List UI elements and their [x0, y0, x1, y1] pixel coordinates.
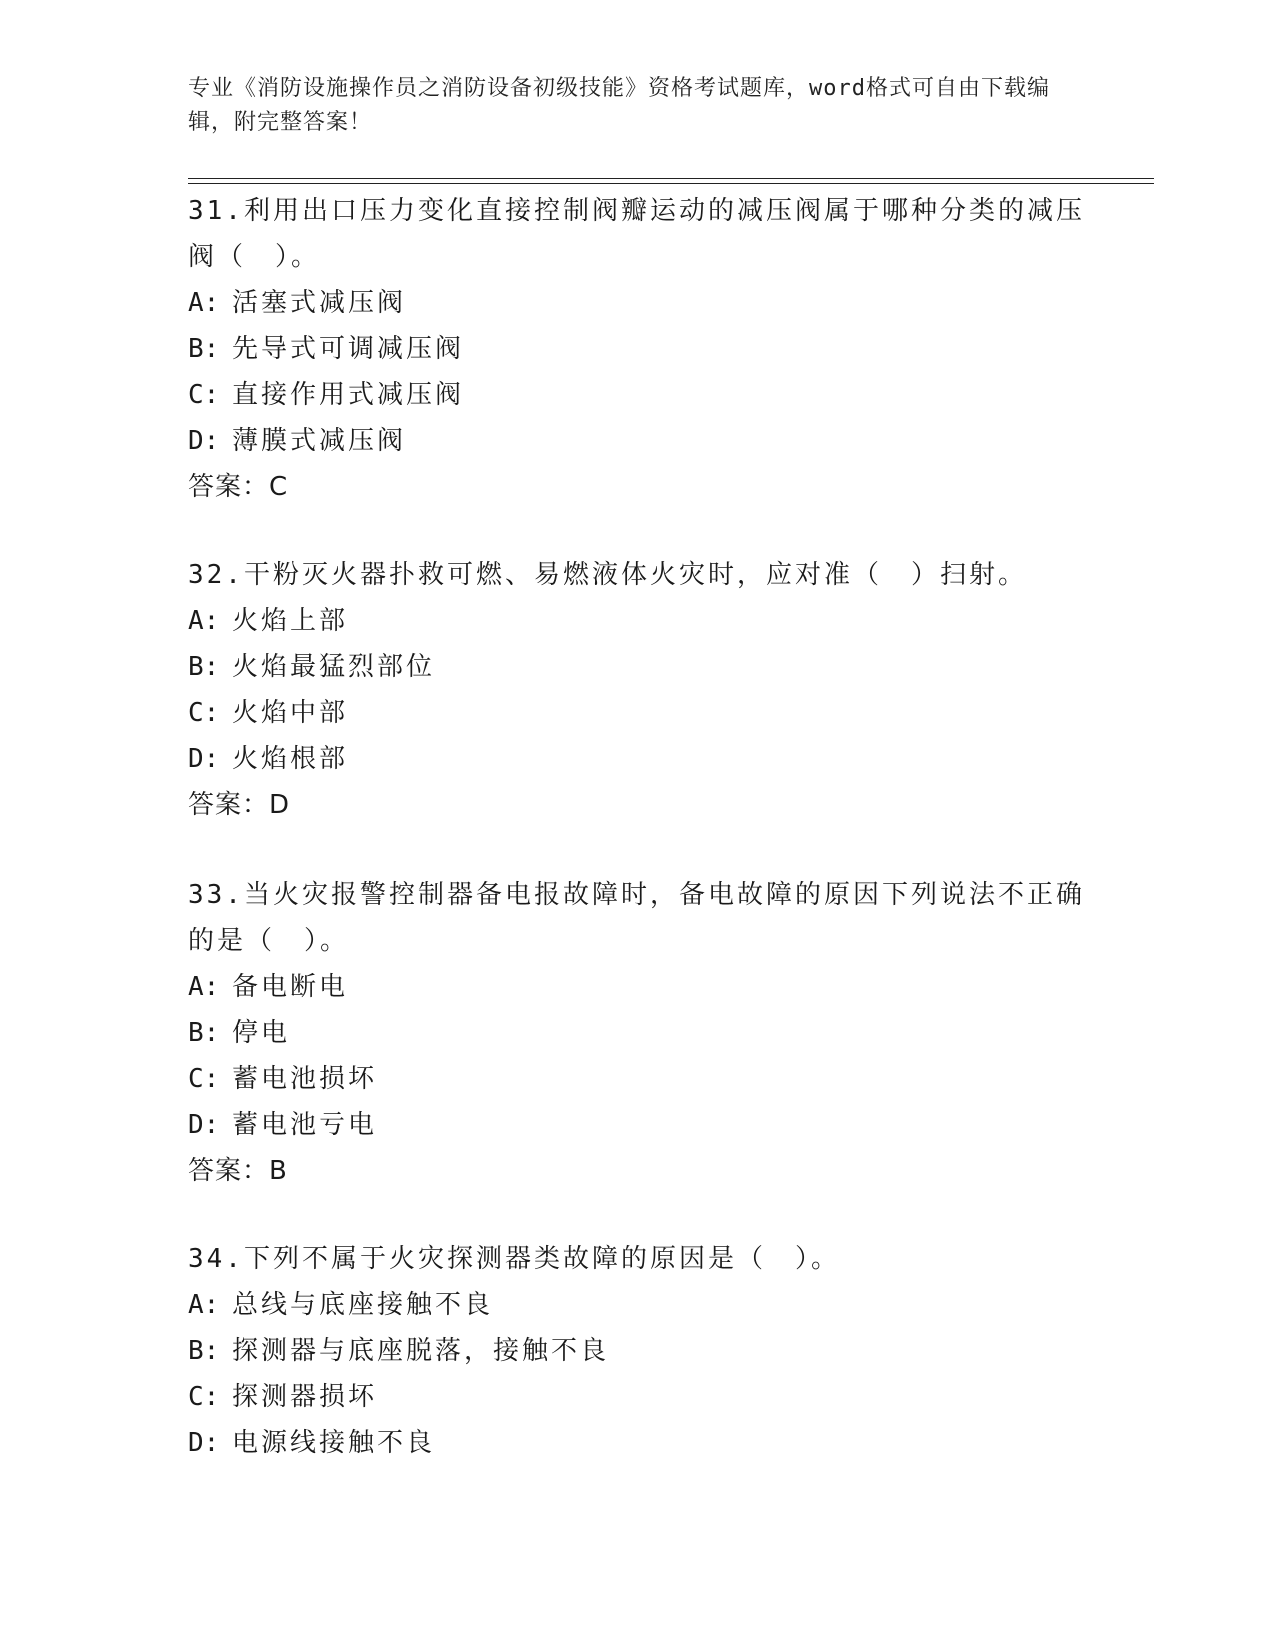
option-a	[188, 598, 1088, 644]
option-key: D:	[188, 426, 220, 456]
option-text: 活塞式减压阀	[232, 288, 407, 318]
option-text: 先导式可调减压阀	[232, 334, 465, 364]
option-text: 薄膜式减压阀	[232, 426, 407, 456]
question-33	[188, 872, 1088, 1194]
option-text: 直接作用式减压阀	[232, 380, 465, 410]
option-d	[188, 736, 1088, 782]
answer-text: 答案：B	[188, 1156, 288, 1186]
option-text: 停电	[232, 1018, 291, 1048]
question-32	[188, 552, 1088, 828]
option-key: A:	[188, 1290, 220, 1320]
option-key: B:	[188, 1336, 220, 1366]
option-text: 蓄电池亏电	[232, 1110, 378, 1140]
option-text: 火焰根部	[232, 744, 349, 774]
option-text: 电源线接触不良	[232, 1428, 436, 1458]
option-text: 总线与底座接触不良	[232, 1290, 494, 1320]
question-stem: 33.当火灾报警控制器备电报故障时，备电故障的原因下列说法不正确的是（ ）。	[188, 880, 1085, 956]
option-b	[188, 1328, 1088, 1374]
option-d	[188, 1102, 1088, 1148]
answer-text: 答案：D	[188, 790, 291, 820]
option-c	[188, 690, 1088, 736]
option-text: 火焰最猛烈部位	[232, 652, 436, 682]
question-31	[188, 188, 1088, 510]
option-d	[188, 1420, 1088, 1466]
option-key: D:	[188, 1110, 220, 1140]
option-c	[188, 1056, 1088, 1102]
option-key: D:	[188, 1428, 220, 1458]
header-divider-top	[188, 178, 1154, 179]
option-key: D:	[188, 744, 220, 774]
question-stem: 31.利用出口压力变化直接控制阀瓣运动的减压阀属于哪种分类的减压阀（ ）。	[188, 196, 1085, 272]
option-text: 探测器与底座脱落，接触不良	[232, 1336, 610, 1366]
option-key: B:	[188, 652, 220, 682]
option-b	[188, 326, 1088, 372]
option-key: C:	[188, 380, 220, 410]
option-d	[188, 418, 1088, 464]
question-34	[188, 1236, 1088, 1466]
option-key: C:	[188, 698, 220, 728]
option-text: 探测器损坏	[232, 1382, 378, 1412]
option-a	[188, 280, 1088, 326]
option-key: A:	[188, 288, 220, 318]
document-header: 专业《消防设施操作员之消防设备初级技能》资格考试题库，word格式可自由下载编辑，附完整答案！	[188, 76, 1050, 135]
option-key: C:	[188, 1382, 220, 1412]
header-divider-bottom	[188, 183, 1154, 184]
option-b	[188, 644, 1088, 690]
option-key: A:	[188, 972, 220, 1002]
option-b	[188, 1010, 1088, 1056]
option-key: B:	[188, 1018, 220, 1048]
option-text: 备电断电	[232, 972, 349, 1002]
option-text: 蓄电池损坏	[232, 1064, 378, 1094]
option-c	[188, 372, 1088, 418]
option-key: C:	[188, 1064, 220, 1094]
option-a	[188, 1282, 1088, 1328]
option-a	[188, 964, 1088, 1010]
option-text: 火焰上部	[232, 606, 349, 636]
question-stem: 34.下列不属于火灾探测器类故障的原因是（ ）。	[188, 1244, 840, 1274]
answer-text: 答案：C	[188, 472, 289, 502]
question-stem: 32.干粉灭火器扑救可燃、易燃液体火灾时，应对准（ ）扫射。	[188, 560, 1027, 590]
option-key: A:	[188, 606, 220, 636]
option-c	[188, 1374, 1088, 1420]
option-key: B:	[188, 334, 220, 364]
option-text: 火焰中部	[232, 698, 349, 728]
